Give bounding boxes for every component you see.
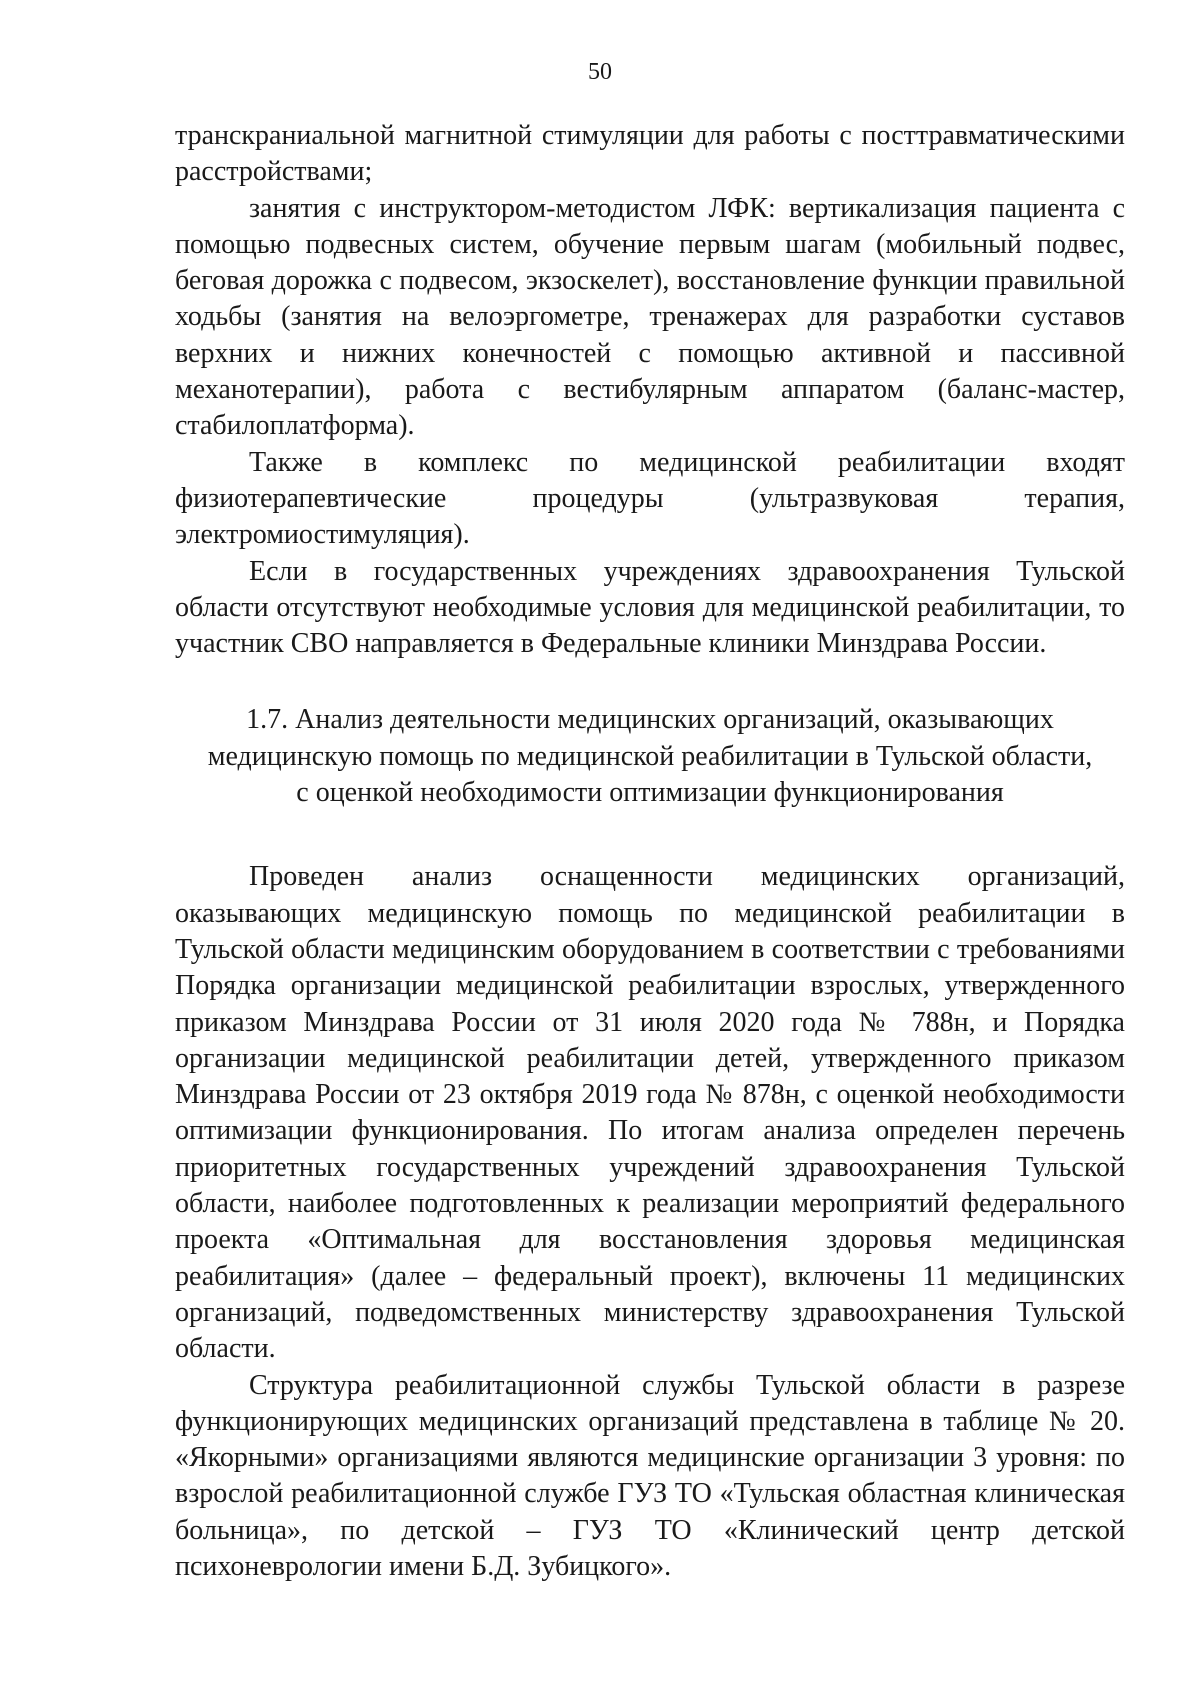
paragraph-physiotherapy: Также в комплекс по медицинской реабилитации входят физиотерапевтические процедуры (ультразвуковая терапия, электромиостимуляция). [175, 446, 1125, 551]
paragraph-continuation: транскраниальной магнитной стимуляции для работы с посттравматическими расстройствами; [175, 120, 1125, 188]
paragraph-lfk-sessions: занятия с инструктором-методистом ЛФК: вертикализация пациента с помощью подвесных систем, обучение первым шагам (мобильный подвес, беговая дорожка с подвесом, экзоскелет), восстановление функции правильной ходьбы (занятия на велоэргометре, тренажерах для разработки суставов верхних и нижних конечностей с помощью активной и пассивной механотерапии), работа с вестибулярным аппаратом (баланс-мастер, стабилоплатформа). [175, 192, 1125, 442]
section-heading-line: с оценкой необходимости оптимизации функционирования [296, 777, 1004, 809]
section-heading [175, 702, 1125, 811]
page-number: 50 [588, 59, 612, 85]
paragraph-structure: Структура реабилитационной службы Тульской области в разрезе функционирующих медицинских организаций представлена в таблице № 20. «Якорными» организациями являются медицинские организации 3 уровня: по взрослой реабилитационной службе ГУЗ ТО «Тульская областная клиническая больница», по детской – ГУЗ ТО «Клинический центр детской психоневрологии имени Б.Д. Зубицкого». [175, 1369, 1125, 1582]
paragraph-analysis: Проведен анализ оснащенности медицинских организаций, оказывающих медицинскую помощь по медицинской реабилитации в Тульской области медицинским оборудованием в соответствии с требованиями Порядка организации медицинской реабилитации взрослых, утвержденного приказом Минздрава России от 31 июля 2020 года № 788н, и Порядка организации медицинской реабилитации детей, утвержденного приказом Минздрава России от 23 октября 2019 года № 878н, с оценкой необходимости оптимизации функционирования. По итогам анализа определен перечень приоритетных государственных учреждений здравоохранения Тульской области, наиболее подготовленных к реализации мероприятий федерального проекта «Оптимальная для восстановления здоровья медицинская реабилитация» (далее – федеральный проект), включены 11 медицинских организаций, подведомственных министерству здравоохранения Тульской области. [175, 861, 1125, 1365]
page-content [175, 118, 1125, 1585]
section-heading-line: медицинскую помощь по медицинской реабилитации в Тульской области, [207, 740, 1093, 772]
section-heading-line: 1.7. Анализ деятельности медицинских организаций, оказывающих [246, 704, 1054, 736]
paragraph-federal-clinics: Если в государственных учреждениях здравоохранения Тульской области отсутствуют необходимые условия для медицинской реабилитации, то участник СВО направляется в Федеральные клиники Минздрава России. [175, 555, 1125, 660]
